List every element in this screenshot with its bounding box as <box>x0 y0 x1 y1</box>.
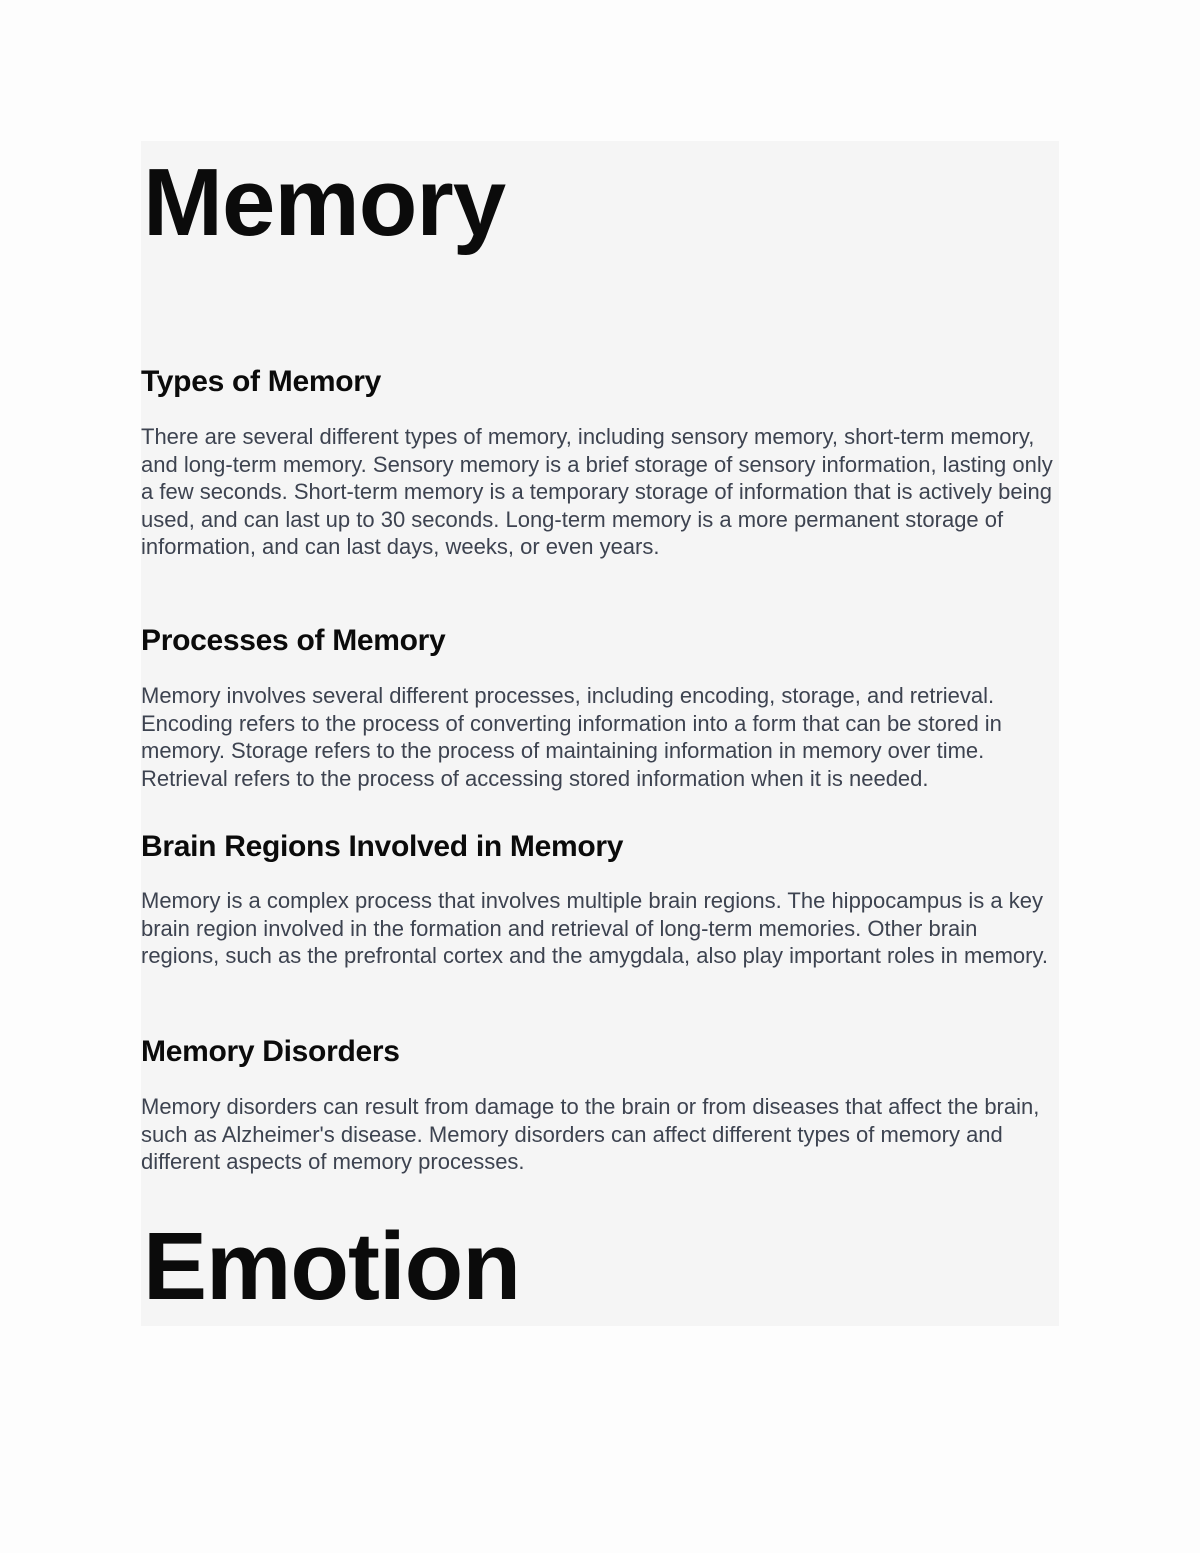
section-heading-disorders: Memory Disorders <box>141 1035 400 1068</box>
section-body-processes: Memory involves several different processes, including encoding, storage, and retrieval. Encoding refers to the process of converting information into a form that can be stored in memory. Storage refers to the process of maintaining information in memory over time. Retrieval refers to the process of accessing stored information when it is needed. <box>141 683 1002 791</box>
section-heading-processes: Processes of Memory <box>141 624 446 657</box>
next-section-title: Emotion <box>143 1213 520 1320</box>
section-body-brain-regions: Memory is a complex process that involves multiple brain regions. The hippocampus is a key brain region involved in the formation and retrieval of long-term memories. Other brain regions, such as the prefrontal cortex and the amygdala, also play important roles in memory. <box>141 888 1048 968</box>
page-title: Memory <box>143 149 506 256</box>
section-body-types: There are several different types of memory, including sensory memory, short-term memory, and long-term memory. Sensory memory is a brief storage of sensory information, lasting only a few seconds. Short-term memory is a temporary storage of information that is actively being used, and can last up to 30 seconds. Long-term memory is a more permanent storage of information, and can last days, weeks, or even years. <box>141 424 1053 559</box>
document-panel <box>141 141 1059 1326</box>
section-heading-brain-regions: Brain Regions Involved in Memory <box>141 830 624 863</box>
section-heading-types: Types of Memory <box>141 365 381 398</box>
section-body-disorders: Memory disorders can result from damage to the brain or from diseases that affect the brain, such as Alzheimer's disease. Memory disorders can affect different types of memory and different aspects of memory processes. <box>141 1094 1040 1174</box>
